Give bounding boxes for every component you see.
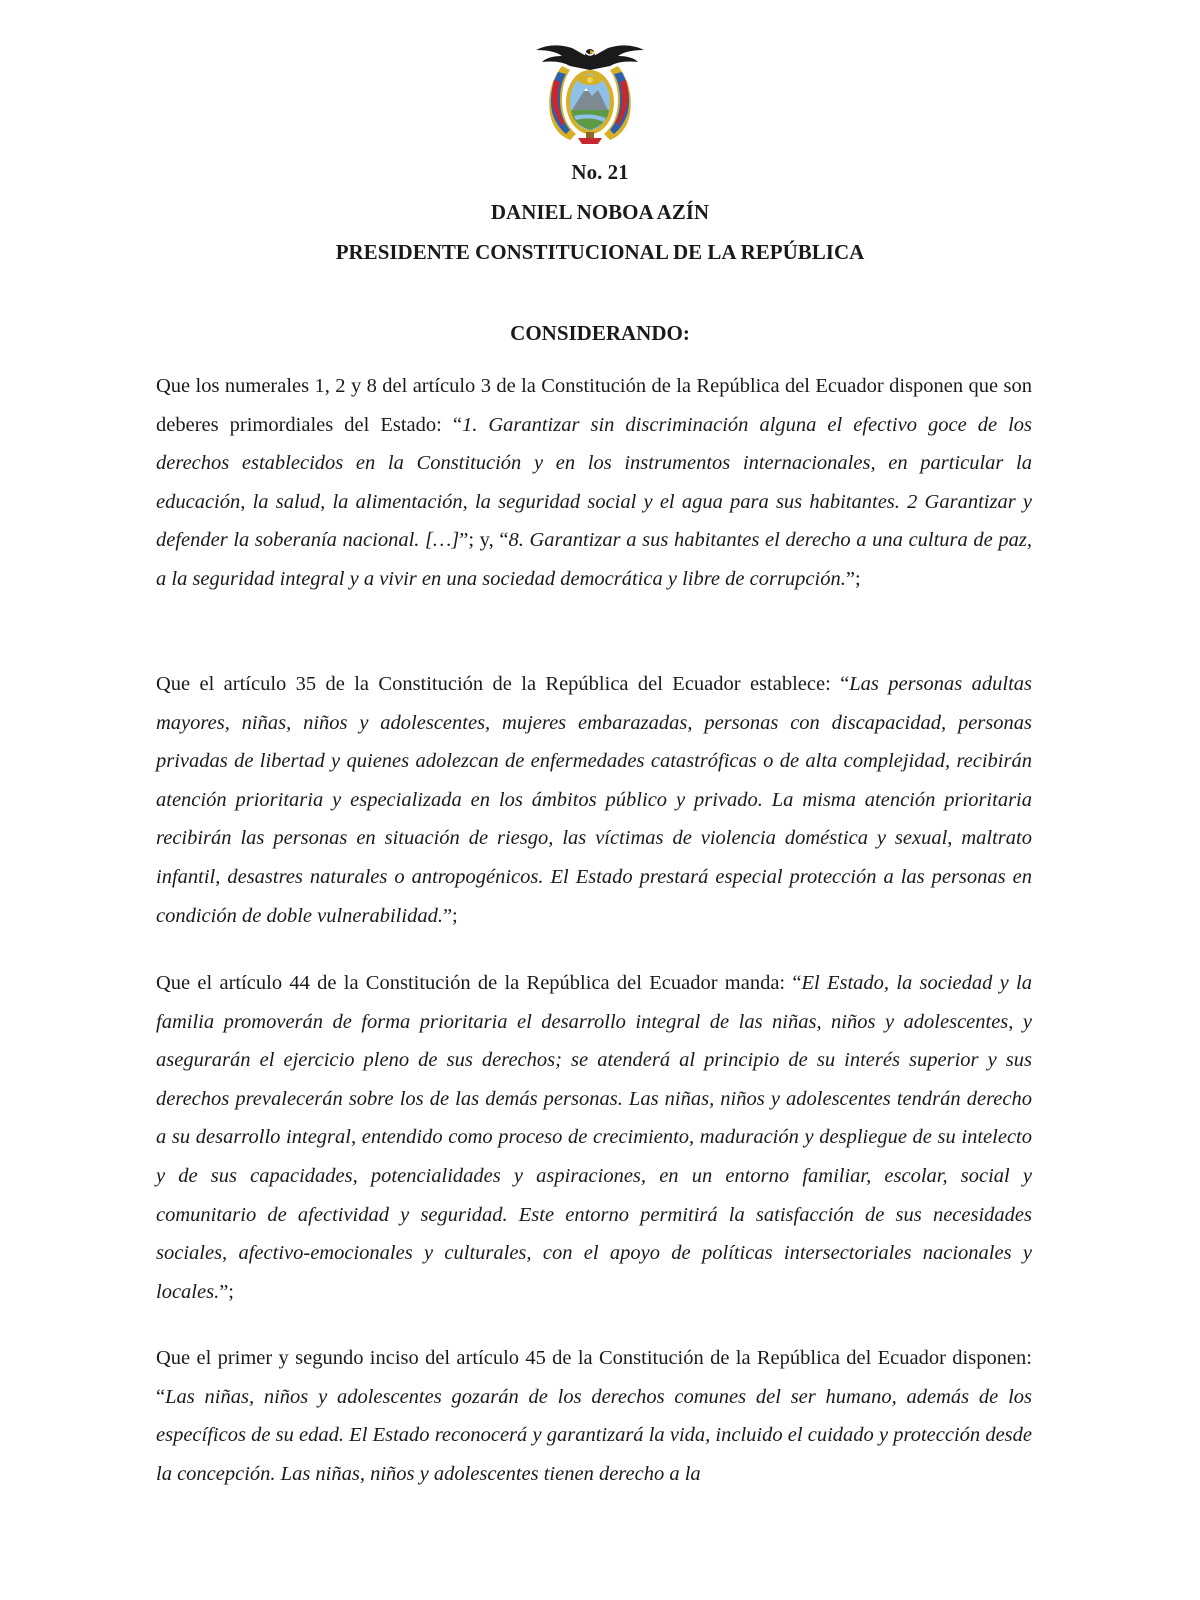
paragraph-2-intro: Que el artículo 35 de la Constitución de la República del Ecuador establece: “ xyxy=(156,673,850,695)
paragraph-3-outro: ”; xyxy=(219,1280,234,1303)
paragraph-1-outro: ”; xyxy=(845,567,861,590)
paragraph-2 xyxy=(156,665,1032,935)
paragraph-3-quote: El Estado, la sociedad y la familia promoverán de forma prioritaria el desarrollo integral de las niñas, niños y adolescentes, y asegurarán el ejercicio pleno de sus derechos; se atenderá al principio de su interés superior y sus derechos prevalecerán sobre los de las demás personas. Las niñas, niños y adolescentes tendrán derecho a su desarrollo integral, entendido como proceso de crecimiento, maduración y despliegue de su intelecto y de sus capacidades, potencialidades y aspiraciones, en un entorno familiar, escolar, social y comunitario de afectividad y seguridad. Este entorno permitirá la satisfacción de sus necesidades sociales, afectivo-emocionales y culturales, con el apoyo de políticas intersectoriales nacionales y locales. xyxy=(156,972,1032,1303)
paragraph-1-quote: 1. Garantizar sin discriminación alguna el efectivo goce de los derechos establecidos en la Constitución y en los instrumentos internacionales, en particular la educación, la salud, la alimentación, la seguridad social y el agua para sus habitantes. 2 Garantizar y defender la soberanía nacional. […] xyxy=(156,413,1032,552)
president-title: PRESIDENTE CONSTITUCIONAL DE LA REPÚBLICA xyxy=(335,240,865,264)
considerando-heading: CONSIDERANDO: xyxy=(510,321,690,345)
paragraph-1-middle: ”; y, “ xyxy=(459,529,509,552)
decree-number: No. 21 xyxy=(571,160,629,184)
paragraph-4-quote: Las niñas, niños y adolescentes gozarán de los derechos comunes del ser humano, además de los específicos de su edad. El Estado reconocerá y garantizará la vida, incluido el cuidado y protección desde la concepción. Las niñas, niños y adolescentes tienen derecho a la xyxy=(156,1385,1032,1485)
paragraph-4 xyxy=(156,1339,1032,1493)
paragraph-1-intro: Que los numerales 1, 2 y 8 del artículo 3 de la Constitución de la República del Ecuador disponen que son deberes primordiales del Estado: “ xyxy=(156,375,1032,436)
paragraph-4-intro: Que el primer y segundo inciso del artículo 45 de la Constitución de la República del Ecuador disponen: “ xyxy=(156,1347,1032,1408)
paragraph-1 xyxy=(156,367,1032,599)
condor-icon xyxy=(536,45,644,70)
paragraph-1-quote-2: 8. Garantizar a sus habitantes el derecho a una cultura de paz, a la seguridad integral y a vivir en una sociedad democrática y libre de corrupción. xyxy=(156,529,1032,590)
coat-of-arms-emblem xyxy=(532,36,648,148)
paragraph-2-quote: Las personas adultas mayores, niñas, niños y adolescentes, mujeres embarazadas, personas con discapacidad, personas privadas de libertad y quienes adolezcan de enfermedades catastróficas o de alta complejidad, recibirán atención prioritaria y especializada en los ámbitos público y privado. La misma atención prioritaria recibirán las personas en situación de riesgo, las víctimas de violencia doméstica y sexual, maltrato infantil, desastres naturales o antropogénicos. El Estado prestará especial protección a las personas en condición de doble vulnerabilidad. xyxy=(156,673,1032,927)
president-name: DANIEL NOBOA AZÍN xyxy=(490,200,710,224)
paragraph-3-intro: Que el artículo 44 de la Constitución de la República del Ecuador manda: “ xyxy=(156,972,802,994)
paragraph-2-outro: ”; xyxy=(442,904,458,927)
paragraph-3 xyxy=(156,964,1032,1311)
